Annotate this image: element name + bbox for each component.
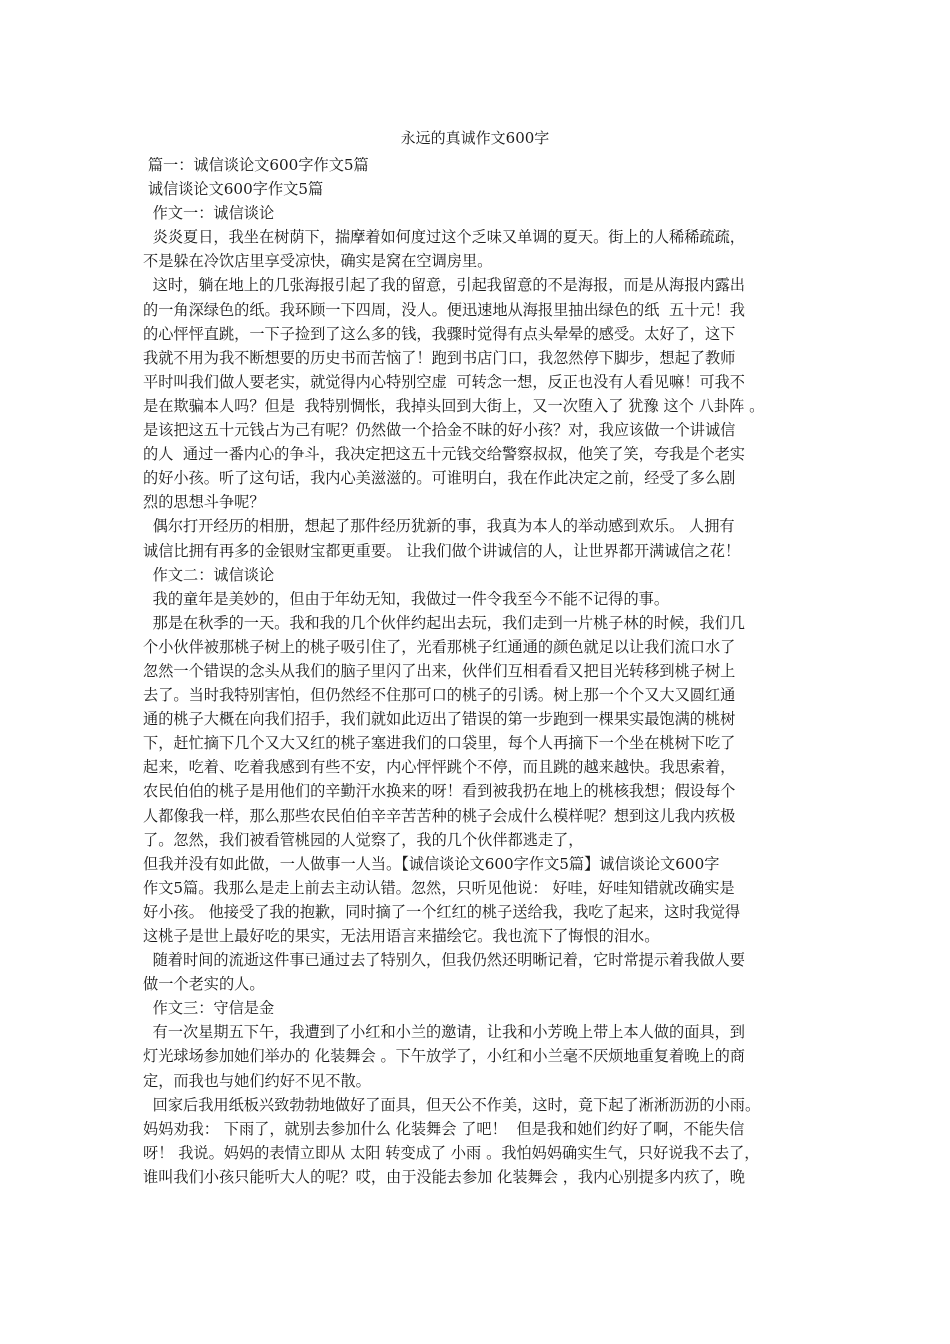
text-line: 好小孩。 他接受了我的抱歉，同时摘了一个红红的桃子送给我，我吃了起来，这时我觉得 [143, 902, 741, 921]
text-line: 呀！ 我说。妈妈的表情立即从 太阳 转变成了 小雨 。我怕妈妈确实生气，只好说我不去了， [143, 1143, 760, 1162]
text-line: 偶尔打开经历的相册，想起了那件经历犹新的事，我真为本人的举动感到欢乐。 人拥有 [143, 517, 735, 536]
text-line: 了。忽然，我们被看管桃园的人觉察了，我的几个伙伴都逃走了， [143, 830, 584, 849]
text-line: 篇一：诚信谈论文600字作文5篇 [143, 156, 369, 174]
text-line: 的人 通过一番内心的争斗，我决定把这五十元钱交给警察叔叔，他笑了笑，夸我是个老实 [143, 445, 745, 464]
text-line: 下，赶忙摘下几个又大又红的桃子塞进我们的口袋里，每个人再摘下一个坐在桃树下吃了 [143, 734, 736, 753]
text-line: 人都像我一样，那么那些农民伯伯辛辛苦苦种的桃子会成什么模样呢？想到这儿我内疚极 [143, 806, 736, 825]
text-line: 炎炎夏日，我坐在树荫下，揣摩着如何度过这个乏味又单调的夏天。街上的人稀稀疏疏， [143, 228, 745, 247]
text-line: 有一次星期五下午，我遭到了小红和小兰的邀请，让我和小芳晚上带上本人做的面具，到 [143, 1023, 745, 1042]
text-line: 忽然一个错误的念头从我们的脑子里闪了出来，伙伴们互相看看又把目光转移到桃子树上 [143, 661, 736, 680]
text-line: 随着时间的流逝这件事已通过去了特别久，但我仍然还明晰记着，它时常提示着我做人要 [143, 951, 745, 970]
text-line: 是在欺骗本人吗？但是 我特别惆怅，我掉头回到大街上，又一次堕入了 犹豫 这个 八卦阵 。 [143, 396, 765, 415]
text-line: 作文5篇。我那么是走上前去主动认错。忽然，只听见他说： 好哇，好哇知错就改确实是 [143, 878, 735, 897]
text-line: 灯光球场参加她们举办的 化装舞会 。下午放学了，小红和小兰毫不厌烦地重复着晚上的商 [143, 1047, 745, 1066]
text-line: 作文二：诚信谈论 [143, 565, 275, 584]
text-line: 我就不用为我不断想要的历史书而苦恼了！跑到书店门口，我忽然停下脚步，想起了教师 [143, 348, 736, 367]
text-line: 作文一：诚信谈论 [143, 204, 275, 223]
text-line: 起来，吃着、吃着我感到有些不安，内心怦怦跳个不停，而且跳的越来越快。我思索着， [143, 758, 736, 777]
text-line: 但我并没有如此做，一人做事一人当。【诚信谈论文600字作文5篇】诚信谈论文600字 [143, 854, 720, 873]
text-line: 烈的思想斗争呢？ [143, 493, 265, 512]
text-line: 的一角深绿色的纸。我环顾一下四周，没人。便迅速地从海报里抽出绿色的纸 五十元！我 [143, 300, 745, 319]
text-line: 通的桃子大概在向我们招手，我们就如此迈出了错误的第一步跑到一棵果实最饱满的桃树 [143, 710, 736, 729]
text-line: 做一个老实的人。 [143, 975, 265, 994]
text-line: 作文三：守信是金 [143, 999, 275, 1018]
text-line: 谁叫我们小孩只能听大人的呢？哎，由于没能去参加 化装舞会 ，我内心别提多内疚了，晚 [143, 1167, 745, 1186]
text-line: 这时，躺在地上的几张海报引起了我的留意，引起我留意的不是海报，而是从海报内露出 [143, 276, 745, 295]
document-body [143, 153, 823, 1189]
text-line: 定，而我也与她们约好不见不散。 [143, 1071, 371, 1090]
text-line: 不是躲在冷饮店里享受凉快，确实是窝在空调房里。 [143, 252, 493, 271]
text-line: 回家后我用纸板兴致勃勃地做好了面具，但天公不作美，这时，竟下起了淅淅沥沥的小雨。 [143, 1095, 761, 1114]
text-line: 平时叫我们做人要老实，就觉得内心特别空虚 可转念一想，反正也没有人看见嘛！可我不 [143, 372, 745, 391]
text-line: 去了。当时我特别害怕，但仍然经不住那可口的桃子的引诱。树上那一个个又大又圆红通 [143, 686, 736, 705]
text-line: 是该把这五十元钱占为己有呢？仍然做一个拾金不昧的好小孩？对，我应该做一个讲诚信 [143, 421, 736, 440]
text-line: 诚信谈论文600字作文5篇 [143, 180, 324, 199]
document-title: 永远的真诚作文600字 [400, 129, 550, 147]
text-line: 妈妈劝我： 下雨了，就别去参加什么 化装舞会 了吧！ 但是我和她们约好了啊，不能失信 [143, 1119, 745, 1138]
text-line: 的心怦怦直跳，一下子捡到了这么多的钱，我骤时觉得有点头晕晕的感受。太好了，这下 [143, 324, 736, 343]
text-line: 这桃子是世上最好吃的果实，无法用语言来描绘它。我也流下了悔恨的泪水。 [143, 927, 660, 945]
text-line: 农民伯伯的桃子是用他们的辛勤汗水换来的呀！看到被我扔在地上的桃核我想；假设每个 [143, 782, 736, 801]
text-line: 诚信比拥有再多的金银财宝都更重要。 让我们做个讲诚信的人，让世界都开满诚信之花！ [143, 541, 741, 560]
text-line: 个小伙伴被那桃子树上的桃子吸引住了，光看那桃子红通通的颜色就足以让我们流口水了 [143, 637, 736, 656]
text-line: 我的童年是美妙的，但由于年幼无知，我做过一件令我至今不能不记得的事。 [143, 589, 670, 608]
text-line: 那是在秋季的一天。我和我的几个伙伴约起出去玩，我们走到一片桃子林的时候，我们几 [143, 613, 745, 632]
text-line: 的好小孩。听了这句话，我内心美滋滋的。可谁明白，我在作此决定之前，经受了多么剧 [143, 469, 736, 488]
